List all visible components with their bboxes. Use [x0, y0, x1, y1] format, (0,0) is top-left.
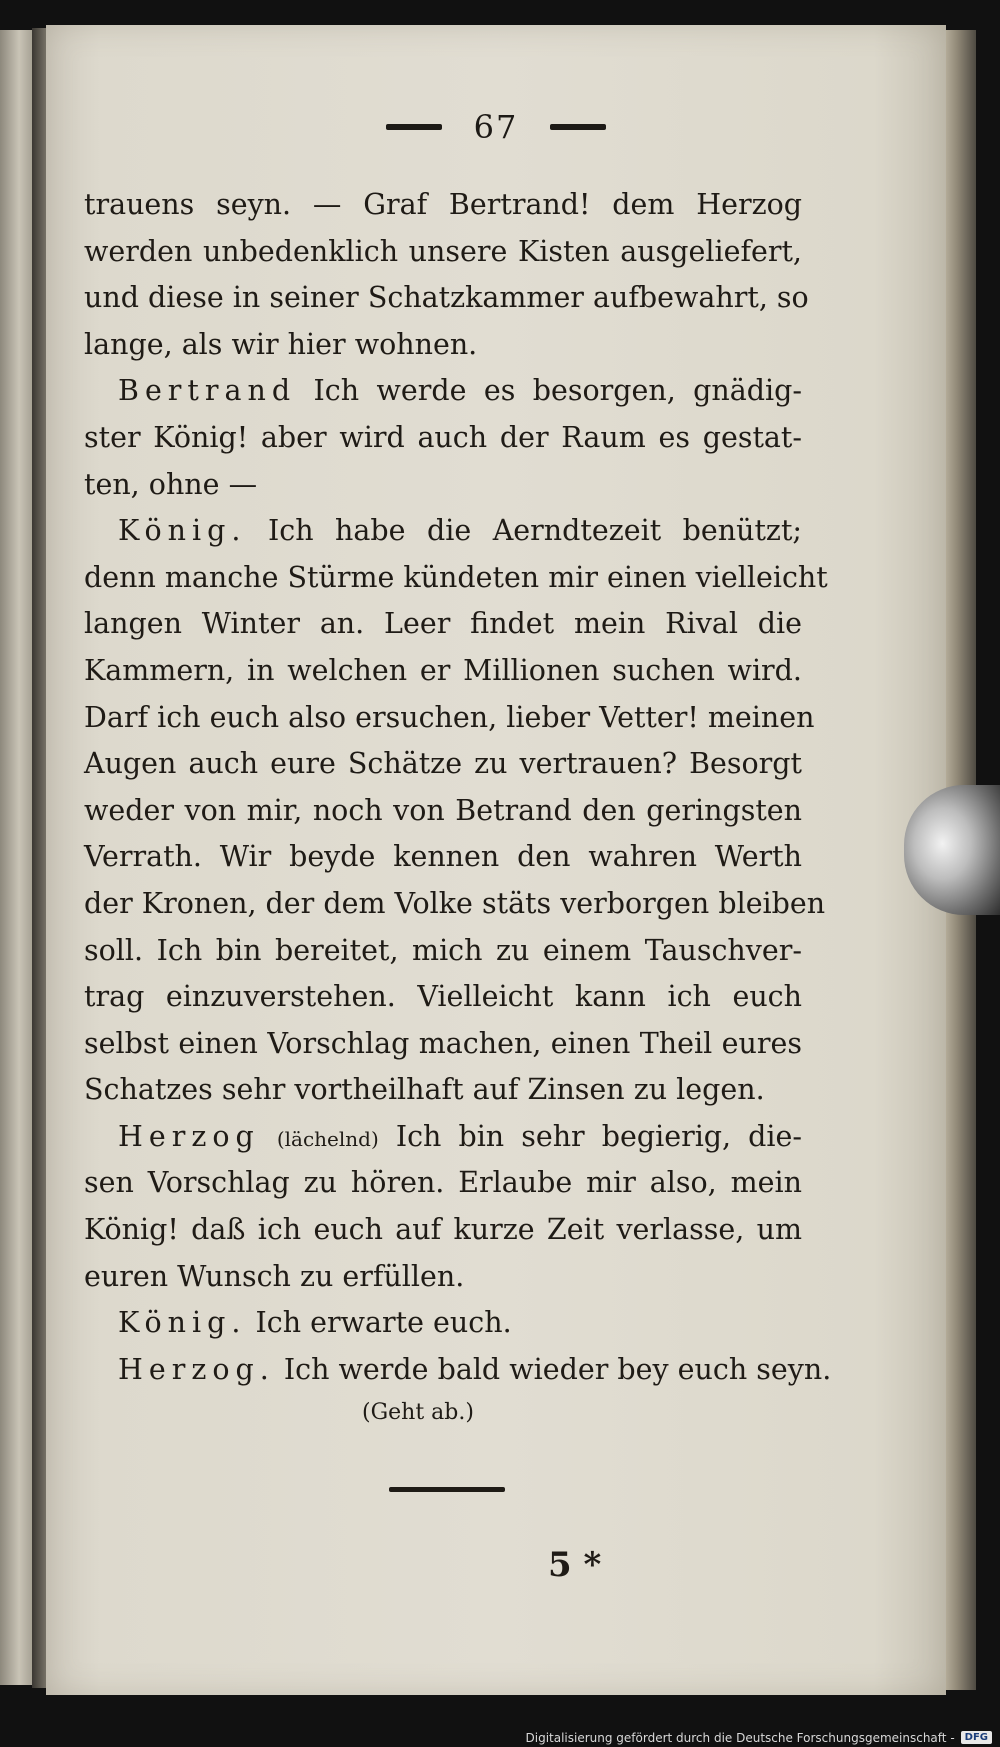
body-text — [84, 182, 832, 1433]
line-text: Ich bin sehr begierig, die- — [395, 1119, 803, 1153]
text-line — [84, 834, 802, 881]
end-rule — [389, 1487, 505, 1492]
digitization-footer — [0, 1728, 1000, 1747]
line-text: Ich habe die Aerndtezeit benützt; — [267, 514, 802, 548]
line-text: trauens seyn. — Graf Bertrand! dem Herzog — [84, 188, 802, 221]
stage-direction: (Geht ab.) — [362, 1400, 474, 1426]
text-line — [84, 1067, 802, 1114]
line-text: und diese in seiner Schatzkammer aufbewahrt, so — [84, 281, 809, 315]
line-text: trag einzuverstehen. Vielleicht kann ich euch — [84, 980, 802, 1014]
line-text: weder von mir, noch von Betrand den geringsten — [84, 793, 802, 827]
speaker-name: Bertrand — [118, 374, 297, 408]
text-line — [84, 1021, 802, 1068]
text-line — [84, 1207, 802, 1254]
line-text: selbst einen Vorschlag machen, einen Theil eures — [84, 1026, 802, 1060]
text-line — [84, 1300, 802, 1347]
text-line — [84, 648, 802, 695]
speaker-name: König. — [118, 1306, 247, 1340]
text-line — [84, 788, 802, 835]
header-dash-right — [550, 124, 606, 130]
line-text: lange, als wir hier wohnen. — [84, 327, 478, 361]
line-text: euren Wunsch zu erfüllen. — [84, 1259, 465, 1293]
text-line — [84, 1254, 802, 1301]
line-text: ster König! aber wird auch der Raum es gestat- — [84, 420, 802, 454]
line-text: denn manche Stürme kündeten mir einen vielleicht — [84, 560, 828, 594]
text-line — [84, 974, 802, 1021]
text-line — [84, 1114, 802, 1161]
line-text: Verrath. Wir beyde kennen den wahren Werth — [84, 840, 802, 874]
text-line — [84, 1347, 832, 1394]
text-line — [84, 182, 802, 229]
text-line — [84, 229, 802, 276]
line-text: langen Winter an. Leer findet mein Rival die — [84, 607, 802, 641]
speaker-name: Herzog — [118, 1119, 260, 1153]
signature-mark: 5 * — [548, 1545, 602, 1585]
page-header — [46, 108, 946, 146]
page-number: 67 — [473, 108, 519, 146]
line-text: soll. Ich bin bereitet, mich zu einem Tauschver- — [84, 933, 802, 967]
speaker-name: Herzog. — [118, 1352, 275, 1386]
header-dash-left — [386, 124, 442, 130]
line-text: König! daß ich euch auf kurze Zeit verlasse, um — [84, 1213, 802, 1247]
line-text: ten, ohne — — [84, 467, 258, 501]
line-text: Darf ich euch also ersuchen, lieber Vetter! meinen — [84, 700, 815, 734]
line-text: Ich erwarte euch. — [255, 1306, 512, 1340]
footer-credit: Digitalisierung gefördert durch die Deutsche Forschungsgemeinschaft - — [525, 1730, 955, 1745]
line-text: Ich werde bald wieder bey euch seyn. — [283, 1352, 832, 1386]
line-text: Augen auch eure Schätze zu vertrauen? Besorgt — [84, 747, 802, 781]
text-line — [84, 415, 802, 462]
text-line — [84, 1160, 802, 1207]
left-page-edge — [0, 30, 32, 1685]
text-line — [84, 322, 802, 369]
text-line — [84, 928, 802, 975]
text-line — [84, 368, 802, 415]
line-text: Ich werde es besorgen, gnädig- — [313, 374, 802, 408]
line-text: werden unbedenklich unsere Kisten ausgeliefert, — [84, 234, 802, 268]
dfg-logo-icon: DFG — [961, 1731, 992, 1744]
text-line — [84, 275, 809, 322]
text-line — [84, 695, 815, 742]
line-text: der Kronen, der dem Volke stäts verborgen bleiben — [84, 886, 826, 920]
text-line — [84, 741, 802, 788]
text-line — [84, 462, 802, 509]
text-line — [84, 555, 828, 602]
speaker-name: König. — [118, 514, 247, 548]
line-text: Schatzes sehr vortheilhaft auf Zinsen zu legen. — [84, 1073, 765, 1107]
text-line — [84, 508, 802, 555]
line-text: Kammern, in welchen er Millionen suchen wird. — [84, 653, 802, 687]
text-line — [84, 601, 802, 648]
text-line — [84, 881, 826, 928]
stage-note: (lächelnd) — [276, 1126, 379, 1151]
line-text: sen Vorschlag zu hören. Erlaube mir also, mein — [84, 1166, 802, 1200]
